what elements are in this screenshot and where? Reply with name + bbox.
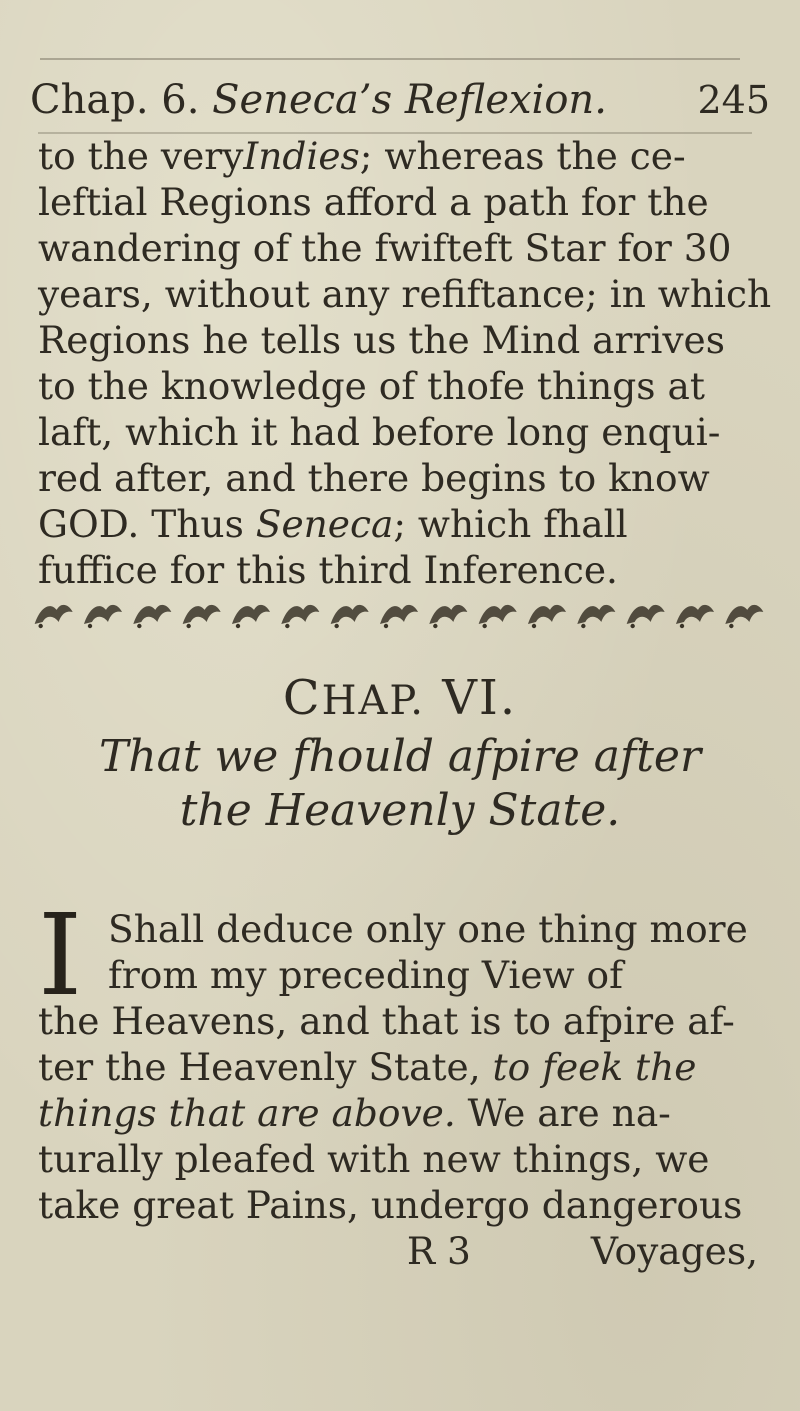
running-header	[30, 72, 770, 132]
subtitle-line: the Heavenly State.	[179, 785, 621, 836]
text-line	[38, 1044, 758, 1090]
ornament-motif	[380, 605, 418, 628]
ornament-motif	[331, 605, 369, 628]
text-line: red after, and there begins to know	[38, 456, 710, 500]
subtitle-line: That we fhould afpire after	[98, 731, 702, 782]
ornament-svg	[30, 588, 770, 644]
ornament-motif	[627, 605, 665, 628]
text-run: to the very	[38, 134, 244, 178]
running-title: Seneca’s Reflexion.	[212, 77, 607, 123]
ornament-motif	[429, 605, 467, 628]
ornament-motif	[232, 605, 270, 628]
italic-text-run: Seneca	[255, 502, 394, 546]
text-run: We are na-	[455, 1091, 671, 1135]
text-line: from my preceding View of	[108, 953, 624, 997]
italic-text-run: things that are above.	[38, 1091, 456, 1135]
paragraph-1	[38, 133, 772, 593]
text-line: Shall deduce only one thing more	[108, 907, 748, 951]
text-line: take great Pains, undergo dangerous	[38, 1183, 743, 1227]
paragraph-2	[38, 891, 758, 1274]
text-line: fuffice for this third Inference.	[38, 548, 618, 592]
italic-text-run: to feek the	[492, 1045, 697, 1089]
ornament-motif	[528, 605, 566, 628]
chapter-heading-initial: C	[282, 670, 322, 726]
signature-mark: R 3	[406, 1229, 471, 1273]
text-line: laft, which it had before long enqui-	[38, 410, 721, 454]
text-run: GOD. Thus	[38, 502, 256, 546]
text-line	[38, 501, 758, 547]
chapter-heading-smallcaps: HAP.	[321, 678, 425, 724]
text-line: turally pleafed with new things, we	[38, 1137, 710, 1181]
chapter-number: VI.	[442, 670, 518, 726]
text-line: the Heavens, and that is to afpire af-	[38, 999, 735, 1043]
ornament-motif	[725, 605, 763, 628]
text-line	[38, 1090, 758, 1136]
ornament-motif	[183, 605, 221, 628]
ornament-motif	[676, 605, 714, 628]
printer-ornament-band	[30, 588, 770, 644]
chapter-heading	[0, 668, 800, 731]
chapter-subtitle	[40, 730, 760, 838]
text-line: wandering of the fwifteft Star for 30	[38, 226, 732, 270]
text-line: Regions he tells us the Mind arrives	[38, 318, 725, 362]
text-line	[38, 133, 758, 179]
text-line: to the knowledge of thofe things at	[38, 364, 705, 408]
ornament-motif	[35, 605, 73, 628]
ornament-motif	[133, 605, 171, 628]
top-edge-rule	[40, 58, 740, 60]
ornament-motif	[84, 605, 122, 628]
catch-line	[38, 1228, 758, 1274]
text-run: ; whereas the ce-	[359, 134, 686, 178]
text-run: ; which fhall	[393, 502, 628, 546]
catchword: Voyages,	[590, 1229, 758, 1273]
ornament-motif	[479, 605, 517, 628]
ornament-motif	[281, 605, 319, 628]
text-line: leftial Regions afford a path for the	[38, 180, 709, 224]
text-line: years, without any refiftance; in which	[38, 272, 772, 316]
drop-cap: I	[38, 891, 83, 1021]
header-left	[30, 72, 607, 128]
page-number: 245	[697, 78, 770, 122]
text-run: ter the Heavenly State,	[38, 1045, 493, 1089]
chapter-reference: Chap. 6.	[30, 77, 200, 123]
ornament-motif	[577, 605, 615, 628]
italic-text-run: Indies	[243, 134, 360, 178]
